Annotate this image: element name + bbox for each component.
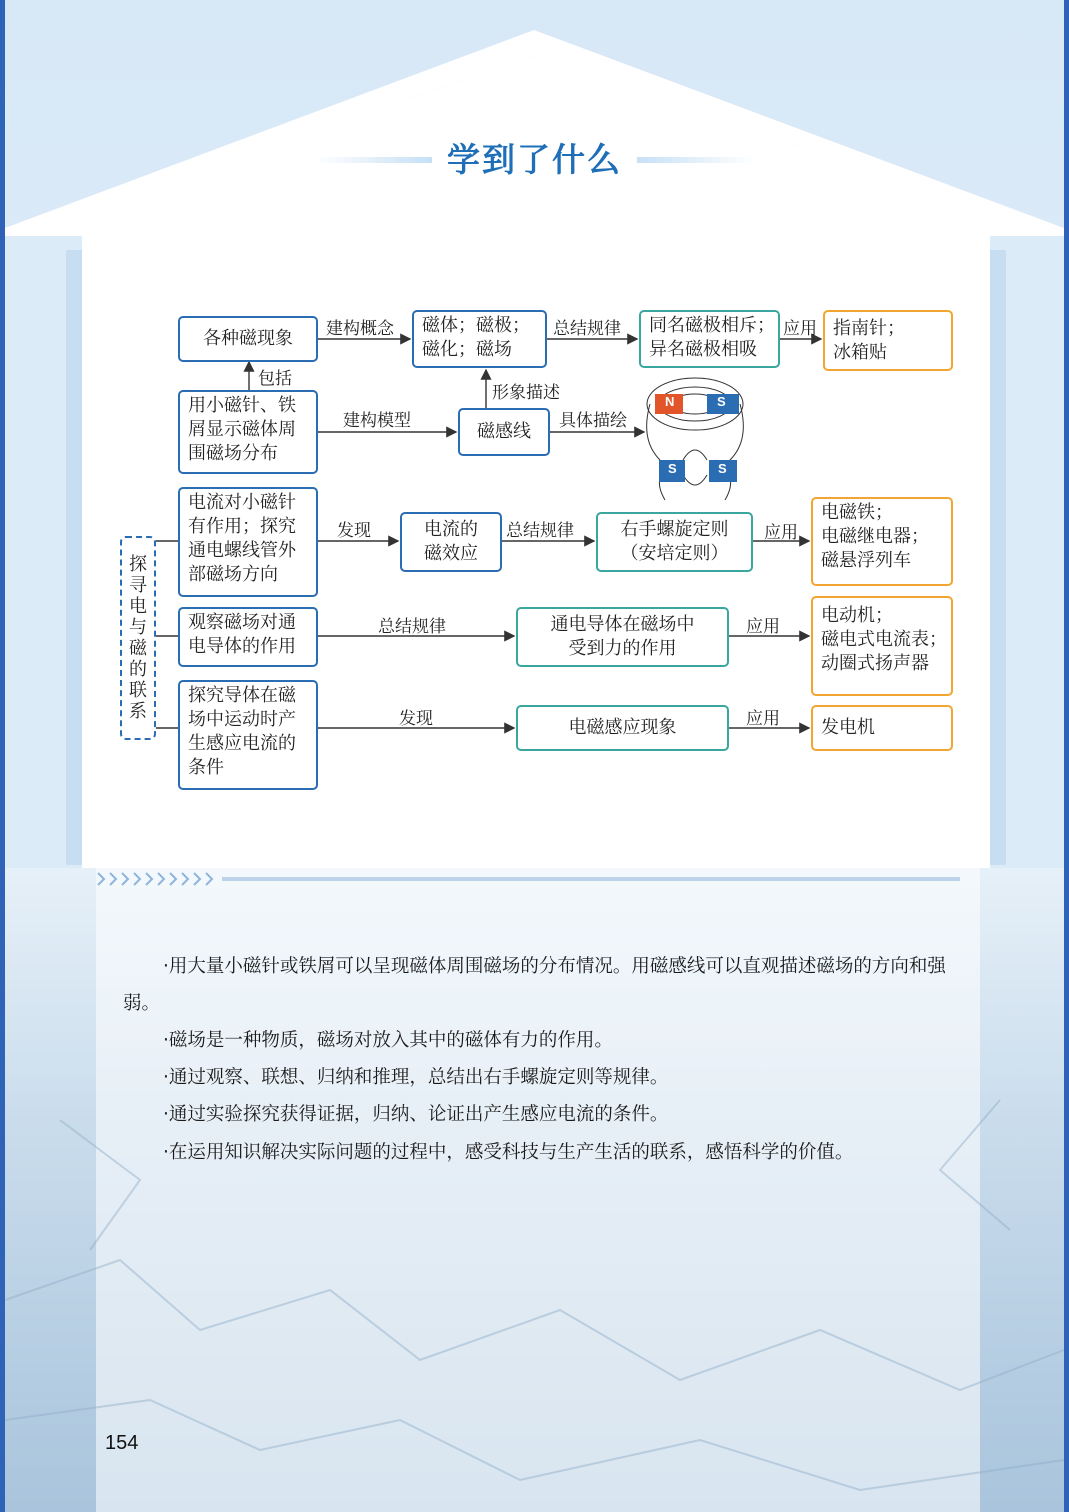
page-title: 学到了什么 <box>447 140 622 179</box>
box-text: 有作用；探究 <box>188 516 296 537</box>
arrow-label-apply: 应用 <box>764 523 798 543</box>
box-text: 电磁铁； <box>821 502 893 523</box>
box-application-generator <box>811 705 953 751</box>
arrow-label-build-concept: 建构概念 <box>326 319 394 339</box>
page-number: 154 <box>105 1432 139 1454</box>
summary-paragraph: ·磁场是一种物质，磁场对放入其中的磁体有力的作用。 <box>163 1030 613 1051</box>
arrow-label-apply: 应用 <box>783 319 817 339</box>
box-application-compass <box>823 310 953 371</box>
arrow-label-describe-concrete: 具体描绘 <box>559 411 627 431</box>
box-text: 用小磁针、铁 <box>188 395 296 416</box>
box-text: 动圈式扬声器 <box>821 653 929 674</box>
box-induction <box>516 705 729 751</box>
box-text: 指南针； <box>833 318 905 339</box>
box-text: 各种磁现象 <box>203 328 293 349</box>
arrow-label-apply: 应用 <box>746 709 780 729</box>
box-text: 磁效应 <box>424 543 478 564</box>
box-magnetic-phenomena <box>178 316 318 362</box>
box-text: （安培定则） <box>620 543 729 564</box>
box-text: 冰箱贴 <box>833 342 887 363</box>
box-text: 电流对小磁针 <box>188 492 296 513</box>
arrow-label-summarize: 总结规律 <box>553 319 621 339</box>
box-application-motor <box>811 596 953 696</box>
arrow-label-build-model: 建构模型 <box>343 411 411 431</box>
box-text: 电流的 <box>424 519 478 540</box>
box-text: 发电机 <box>821 717 875 738</box>
box-text: 磁体；磁极； <box>422 315 530 336</box>
box-text: 通电螺线管外 <box>188 540 296 561</box>
box-text: 电磁继电器； <box>821 526 929 547</box>
box-text: 电动机； <box>821 605 893 626</box>
box-text: 场中运动时产 <box>188 709 296 730</box>
box-magnet-concepts <box>412 310 547 368</box>
box-field-lines <box>458 408 550 456</box>
box-text: 屑显示磁体周 <box>188 419 296 440</box>
side-label-box <box>120 536 156 740</box>
box-text: 观察磁场对通 <box>188 612 296 633</box>
box-force-on-conductor <box>516 607 729 667</box>
box-text: 部磁场方向 <box>188 564 278 585</box>
magnet-field-illustration <box>647 378 744 500</box>
summary-paragraph: ·用大量小磁针或铁屑可以呈现磁体周围磁场的分布情况。用磁感线可以直观描述磁场的方向和强弱。 <box>123 956 946 1014</box>
box-text: 右手螺旋定则 <box>620 519 729 540</box>
summary-paragraph: ·通过实验探究获得证据，归纳、论证出产生感应电流的条件。 <box>163 1104 669 1125</box>
box-text: 生感应电流的 <box>188 733 296 754</box>
box-application-electromagnet <box>811 497 953 586</box>
box-text: 异名磁极相吸 <box>649 339 757 360</box>
arrow-label-summarize: 总结规律 <box>506 521 574 541</box>
magnet-south-label: S <box>718 461 727 476</box>
box-current-effect <box>178 487 318 597</box>
box-text: 磁化；磁场 <box>422 339 512 360</box>
arrow-label-discover: 发现 <box>337 521 371 541</box>
section-divider <box>96 871 960 887</box>
box-text: 电导体的作用 <box>188 636 296 657</box>
arrow-label-include: 包括 <box>258 369 292 389</box>
box-text: 电磁感应现象 <box>568 717 677 738</box>
magnet-south-label: S <box>668 461 677 476</box>
box-text: 受到力的作用 <box>568 638 677 659</box>
summary-paragraph: ·通过观察、联想、归纳和推理，总结出右手螺旋定则等规律。 <box>163 1067 669 1088</box>
box-text: 磁电式电流表； <box>821 629 947 650</box>
box-text: 磁感线 <box>477 421 531 442</box>
magnet-north-label: N <box>665 394 675 409</box>
box-text: 通电导体在磁场中 <box>550 614 695 635</box>
summary-paragraph: ·在运用知识解决实际问题的过程中，感受科技与生产生活的联系，感悟科学的价值。 <box>163 1142 854 1163</box>
box-iron-filings <box>178 390 318 474</box>
box-right-hand-rule <box>596 512 753 572</box>
box-text: 同名磁极相斥； <box>649 315 775 336</box>
box-pole-rule <box>639 310 780 368</box>
box-text: 探究导体在磁 <box>188 685 296 706</box>
side-label-text: 探寻电与磁的联系 <box>129 554 147 722</box>
box-text: 围磁场分布 <box>188 443 278 464</box>
arrow-label-discover: 发现 <box>399 709 433 729</box>
box-text: 磁悬浮列车 <box>821 550 911 571</box>
arrow-label-summarize: 总结规律 <box>378 617 446 637</box>
magnet-south-label: S <box>717 394 726 409</box>
arrow-label-describe-image: 形象描述 <box>492 383 560 403</box>
box-text: 条件 <box>188 757 224 778</box>
box-explore-induction <box>178 680 318 790</box>
box-magnetic-effect <box>400 512 502 572</box>
arrow-label-apply: 应用 <box>746 617 780 637</box>
box-observe-force <box>178 607 318 667</box>
